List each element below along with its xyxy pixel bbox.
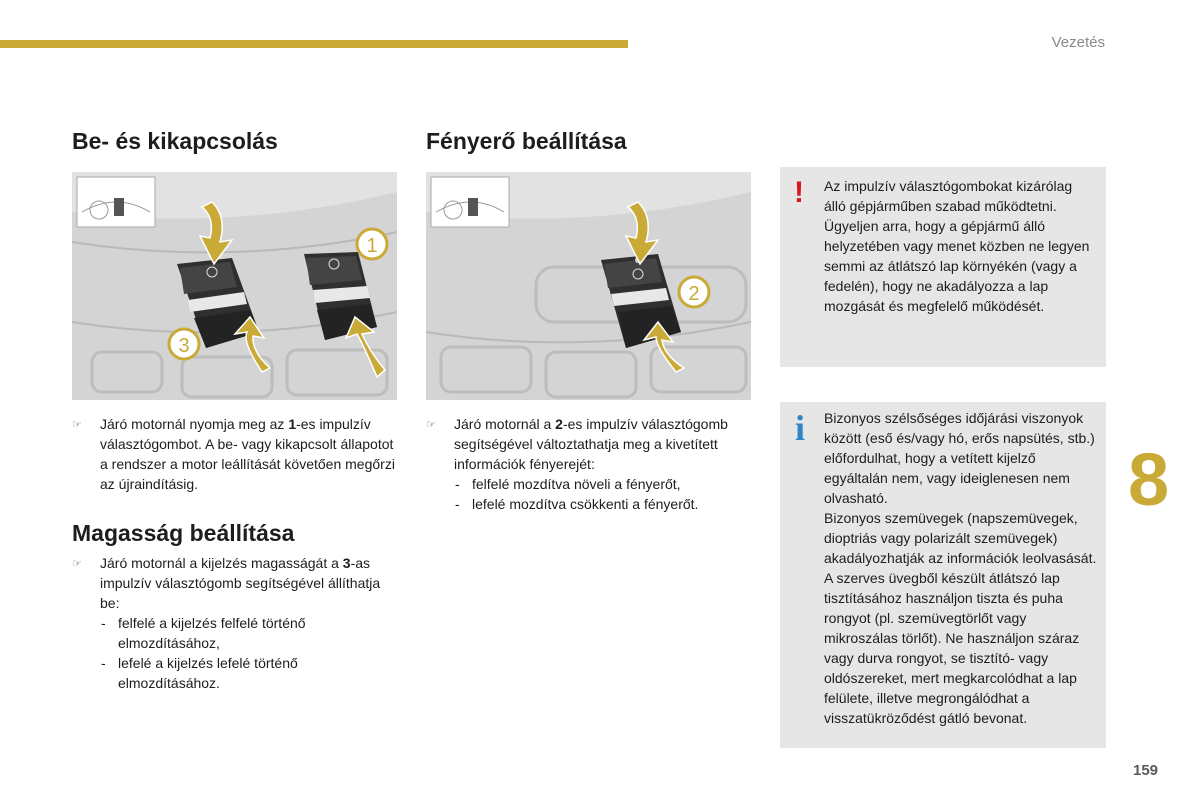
- svg-text:3: 3: [178, 335, 190, 357]
- chapter-number: 8: [1128, 438, 1170, 521]
- bullet-arrow-icon: ☞: [72, 419, 82, 431]
- info-box: [780, 402, 1106, 748]
- section-title: Vezetés: [1051, 34, 1105, 51]
- bullet-text: Járó motornál a 2-es impulzív választógomb segítségével változtathatja meg a kivetített információk fényerejét:: [454, 416, 728, 472]
- page-number: 159: [1133, 762, 1159, 779]
- callout-3: [169, 329, 199, 359]
- figure-on-off-switches: [72, 172, 397, 400]
- svg-text:1: 1: [366, 235, 378, 257]
- brightness-instructions: [426, 414, 756, 514]
- callout-2: [679, 277, 709, 307]
- list-item: - felfelé a kijelzés felfelé történő elmozdításához,: [101, 615, 306, 651]
- heading-brightness: Fényerő beállítása: [426, 128, 627, 154]
- heading-on-off: Be- és kikapcsolás: [72, 128, 278, 154]
- bullet-text: Járó motornál a kijelzés magasságát a 3-as impulzív választógomb segítségével állíthatja be:: [100, 555, 381, 611]
- figure-brightness-switch: [426, 172, 751, 400]
- height-instructions: [72, 553, 402, 693]
- on-off-instructions: [72, 414, 402, 494]
- warning-box: [780, 167, 1106, 367]
- svg-text:2: 2: [688, 283, 700, 305]
- list-item: - felfelé mozdítva növeli a fényerőt,: [455, 476, 681, 492]
- warning-icon: !: [794, 176, 804, 209]
- bullet-arrow-icon: ☞: [426, 419, 436, 431]
- bullet-arrow-icon: ☞: [72, 558, 82, 570]
- info-icon: i: [795, 408, 806, 448]
- bullet-text: Járó motornál nyomja meg az 1-es impulzív választógombot. A be- vagy kikapcsolt állapotot a rendszer a motor leállítását követően megőrzi az újraindításig.: [100, 416, 395, 492]
- heading-height: Magasság beállítása: [72, 520, 295, 546]
- header-accent-bar: [0, 40, 628, 48]
- warning-text: Az impulzív választógombokat kizárólag álló gépjárműben szabad működtetni. Ügyeljen arra, hogy a gépjármű álló helyzetében vagy menet közben ne legyen semmi az átlátszó lap környékén (vagy a fedelén), hogy ne akadályozza a lap mozgását és megfelelő működését.: [824, 178, 1090, 314]
- info-paragraph: A szerves üvegből készült átlátszó lap tisztításához használjon tiszta és puha rongyot (pl. szemüvegtörlőt vagy mikroszálas törlőt). Ne használjon száraz vagy durva rongyot, se tisztító- vagy oldószereket, mert megkarcolódhat a lap felülete, illetve megrongálódhat a visszatükröződést gátló bevonat.: [824, 570, 1080, 726]
- info-paragraph: Bizonyos szemüvegek (napszemüvegek, dioptriás vagy polarizált szemüvegek) akadályozhatják az információk leolvasását.: [824, 510, 1097, 566]
- list-item: - lefelé a kijelzés lefelé történő elmozdításához.: [101, 655, 298, 691]
- info-paragraph: Bizonyos szélsőséges időjárási viszonyok között (eső és/vagy hó, erős napsütés, stb.) előfordulhat, hogy a vetített kijelző egyáltalán nem, vagy ideiglenesen nem olvasható.: [824, 410, 1095, 506]
- list-item: - lefelé mozdítva csökkenti a fényerőt.: [455, 496, 699, 512]
- callout-1: [357, 229, 387, 259]
